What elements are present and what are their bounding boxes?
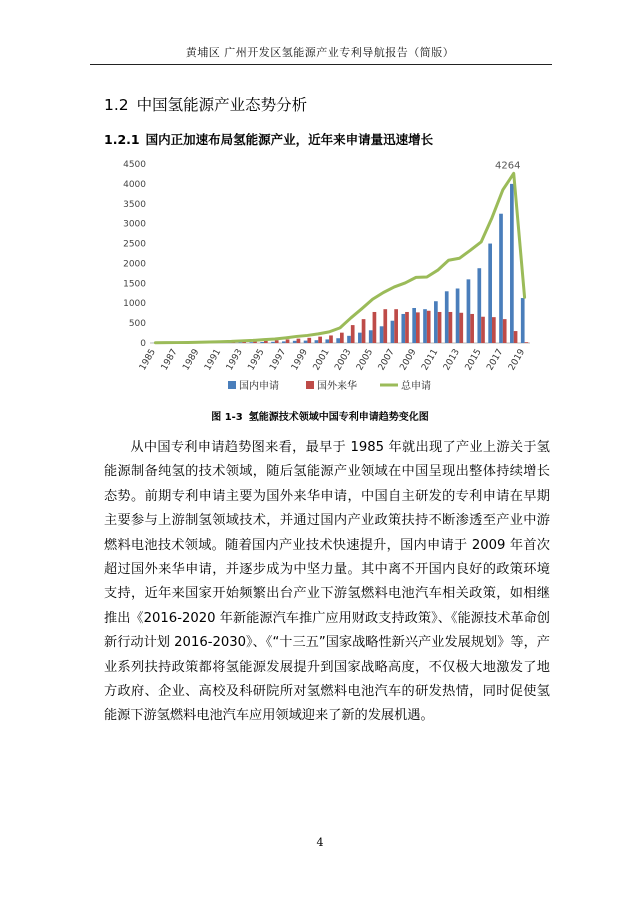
bar <box>394 309 398 343</box>
x-tick-label: 1987 <box>159 347 180 373</box>
data-label: 4264 <box>494 160 521 172</box>
bar <box>401 314 405 343</box>
subsection-title: 国内正加速布局氢能源产业，近年来申请量迅速增长 <box>145 132 434 147</box>
x-tick-label: 1997 <box>268 347 289 373</box>
page-number: 4 <box>316 836 324 849</box>
bar <box>459 313 463 343</box>
figure-caption <box>0 408 640 423</box>
bar <box>481 317 485 343</box>
bar <box>405 312 409 343</box>
x-tick-label: 2015 <box>463 347 484 373</box>
y-tick-label: 1000 <box>123 299 146 310</box>
y-tick-label: 1500 <box>123 279 146 290</box>
bar <box>470 314 474 343</box>
section-title: 中国氢能源产业态势分析 <box>136 96 308 114</box>
x-tick-label: 1991 <box>203 347 224 373</box>
y-axis <box>123 160 146 349</box>
y-tick-label: 2500 <box>123 239 146 250</box>
bar <box>412 308 416 343</box>
bar <box>383 309 387 343</box>
bar <box>358 333 362 343</box>
running-header: 黄埔区 广州开发区氢能源产业专利导航报告（简版） <box>185 46 455 59</box>
y-tick-label: 4000 <box>123 179 146 190</box>
bar <box>477 268 481 343</box>
bar-series <box>152 184 529 343</box>
bar <box>434 301 438 343</box>
x-tick-label: 2005 <box>355 347 376 373</box>
bar <box>297 339 301 343</box>
x-tick-label: 2001 <box>311 347 332 373</box>
x-tick-label: 2009 <box>398 347 419 373</box>
y-tick-label: 500 <box>128 319 146 330</box>
bar <box>260 342 264 343</box>
bar <box>521 298 525 343</box>
bar <box>275 340 279 343</box>
x-tick-label: 1995 <box>246 347 267 373</box>
bar <box>329 335 333 343</box>
bar <box>467 279 471 343</box>
bar <box>499 214 503 343</box>
bar <box>514 331 518 343</box>
chart-annotations <box>495 160 520 171</box>
y-tick-label: 2000 <box>123 259 146 270</box>
legend-label: 国内申请 <box>239 381 279 392</box>
bar <box>456 289 460 343</box>
x-tick-label: 1993 <box>224 347 245 373</box>
bar <box>510 184 514 343</box>
bar <box>492 317 496 343</box>
bar <box>445 291 449 343</box>
x-axis <box>138 343 530 372</box>
x-tick-label: 2003 <box>333 347 354 373</box>
bar <box>239 342 243 343</box>
legend-swatch <box>306 381 314 389</box>
y-tick-label: 3500 <box>123 199 146 210</box>
bar <box>293 341 297 343</box>
body-paragraph: 从中国专利申请趋势图来看，最早于 1985 年就出现了产业上游关于氢能源制备纯氢的技术领域，随后氢能源产业领域在中国呈现出整体持续增长态势。前期专利申请主要为国外来华申请，中国自主研发的专利申请在早期主要参与上游制氢领域技术，并通过国内产业政策扶持不断渗透至产业中游燃料电池技术领域。随着国内产业技术快速提升，国内申请于 2009 年首次超过国外来华申请，并逐步成为中坚力量。其中离不开国内良好的政策环境支持，近年来国家开始频繁出台产业下游氢燃料电池汽车相关政策，如相继推出《2016-2020 年新能源汽车推广应用财政支持政策》、《能源技术革命创新行动计划 2016-2030》、《“十三五”国家战略性新兴产业发展规划》等，产业系列扶持政策都将氢能源发展提升到国家战略高度，不仅极大地激发了地方政府、企业、高校及科研院所对氢燃料电池汽车的研发热情，同时促使氢能源下游氢燃料电池汽车应用领域迎来了新的发展机遇。 <box>104 440 550 724</box>
x-tick-label: 1999 <box>289 347 311 373</box>
y-tick-label: 0 <box>140 339 146 349</box>
bar <box>449 312 453 343</box>
bar <box>304 341 308 343</box>
bar <box>391 321 395 343</box>
x-tick-label: 1989 <box>181 347 202 373</box>
y-tick-label: 3000 <box>123 219 146 230</box>
subsection-number: 1.2.1 <box>104 132 140 147</box>
legend-swatch <box>228 381 236 389</box>
figure-number: 图 1-3 <box>211 412 243 423</box>
bar <box>315 340 319 343</box>
bar <box>340 333 344 343</box>
x-tick-label: 2007 <box>376 347 397 373</box>
x-tick-label: 2013 <box>441 347 463 373</box>
bar <box>336 338 340 343</box>
bar <box>503 319 507 343</box>
bar <box>416 312 420 343</box>
legend-label: 总申请 <box>401 381 431 392</box>
bar <box>307 338 311 343</box>
y-tick-label: 4500 <box>123 160 146 170</box>
figure-caption-text: 氢能源技术领域中国专利申请趋势变化图 <box>248 412 429 423</box>
bar <box>351 325 355 343</box>
bar <box>438 312 442 343</box>
x-tick-label: 2011 <box>420 347 441 373</box>
bar <box>373 312 377 343</box>
bar <box>362 319 366 343</box>
bar <box>525 342 529 343</box>
bar <box>488 244 492 343</box>
bar <box>271 342 275 343</box>
x-tick-label: 2017 <box>485 347 506 373</box>
bar <box>282 341 286 343</box>
bar <box>249 342 253 343</box>
bar <box>423 309 427 343</box>
bar <box>286 339 290 343</box>
bar <box>380 326 384 343</box>
patent-trend-chart <box>0 0 640 400</box>
bar <box>347 336 351 343</box>
legend-label: 国外来华 <box>317 381 357 392</box>
bar <box>427 311 431 343</box>
bar <box>325 339 329 343</box>
x-tick-label: 2019 <box>507 347 528 373</box>
chart-legend <box>228 379 431 392</box>
bar <box>318 337 322 343</box>
x-tick-label: 1985 <box>137 347 159 373</box>
bar <box>369 330 373 343</box>
section-number: 1.2 <box>104 96 129 114</box>
